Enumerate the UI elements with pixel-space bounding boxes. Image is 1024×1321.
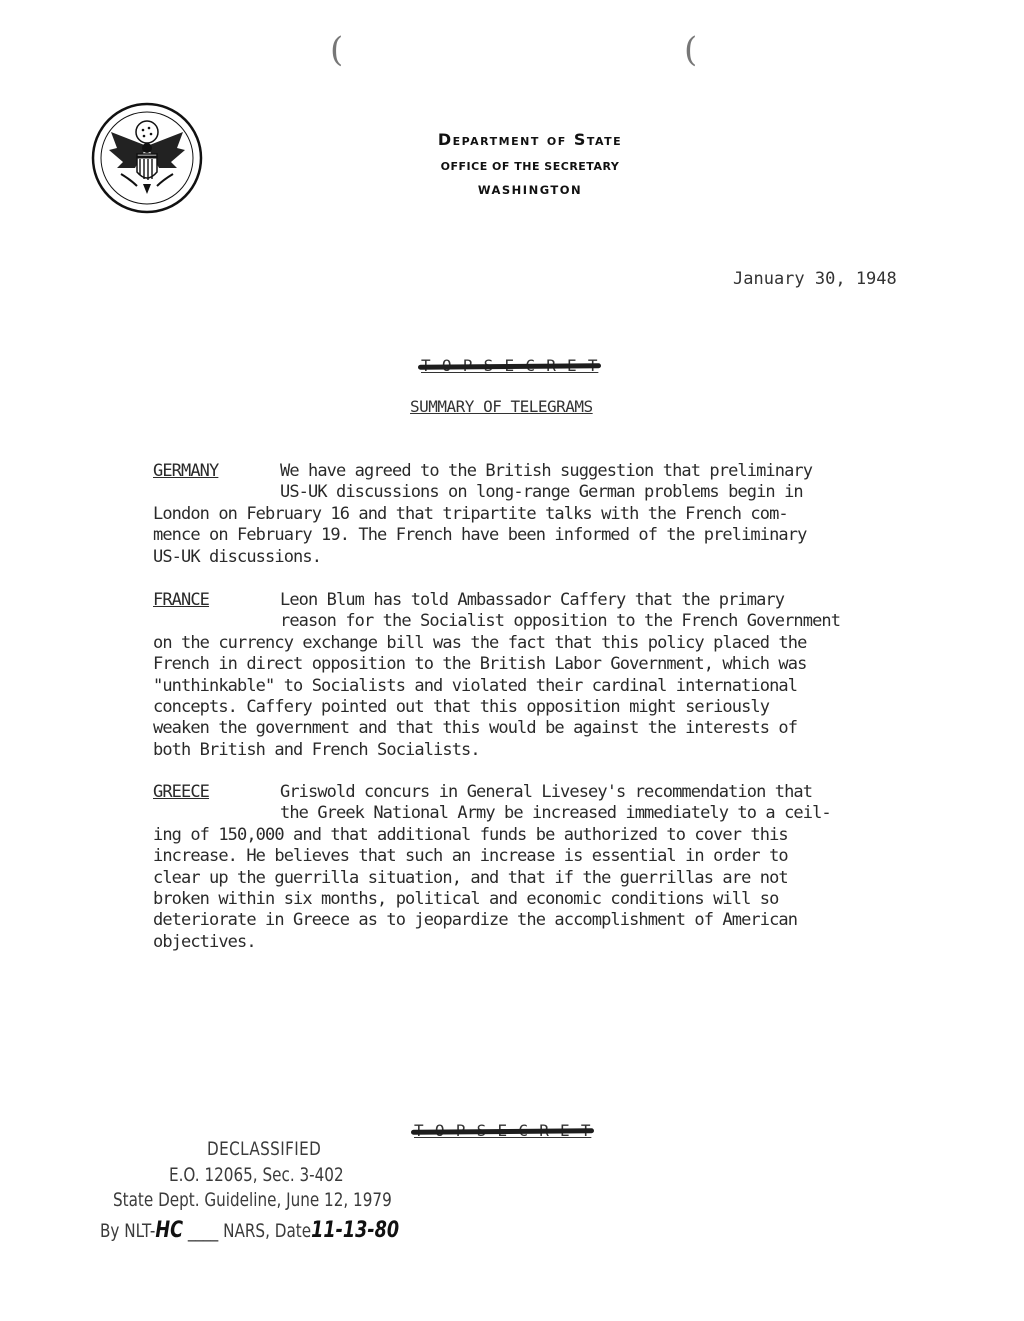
section-line (153, 482, 943, 503)
section-first-line (153, 461, 943, 482)
stamp-nars-label: NARS, Date (223, 1220, 312, 1242)
stamp-order: E.O. 12065, Sec. 3-402 (169, 1164, 344, 1186)
section-line: clear up the guerrilla situation, and that if the guerrillas are not (153, 867, 788, 888)
stamp-by-label: By NLT- (100, 1220, 156, 1242)
section-line: weaken the government and that this would be against the interests of (153, 718, 798, 739)
section-line: both British and French Socialists. (153, 739, 480, 760)
section-line: increase. He believes that such an increase is essential in order to (153, 846, 788, 867)
stamp-date: 11-13-80 (311, 1218, 400, 1243)
document-title: SUMMARY OF TELEGRAMS (410, 397, 593, 416)
section-line: mence on February 19. The French have been informed of the preliminary (153, 525, 807, 546)
office-name: OFFICE OF THE SECRETARY (440, 160, 620, 173)
section-line: London on February 16 and that tripartite talks with the French com- (153, 503, 788, 524)
department-seal (91, 102, 203, 214)
section-line (153, 611, 943, 632)
section-france (153, 590, 943, 761)
section-first-line (153, 590, 943, 611)
document-date: January 30, 1948 (733, 269, 897, 289)
section-text: Griswold concurs in General Livesey's recommendation that (280, 782, 813, 802)
section-germany (153, 461, 943, 568)
classification-bottom (414, 1121, 591, 1140)
section-text: the Greek National Army be increased immediately to a ceil- (280, 803, 831, 824)
section-greece (153, 782, 943, 953)
section-line: US-UK discussions. (153, 546, 322, 567)
stamp-by-line: By NLT-HC ____ NARS, Date11-13-80 (100, 1218, 400, 1243)
city-name: WASHINGTON (477, 183, 583, 197)
section-heading: FRANCE (153, 590, 210, 610)
letterhead (330, 130, 730, 197)
section-line: deteriorate in Greece as to jeopardize the accomplishment of American (153, 910, 798, 931)
section-line (153, 803, 943, 824)
section-line: broken within six months, political and economic conditions will so (153, 889, 779, 910)
stamp-initials: HC (155, 1218, 184, 1243)
section-line: on the currency exchange bill was the fact that this policy placed the (153, 632, 807, 653)
section-heading: GERMANY (153, 461, 219, 481)
section-text: Leon Blum has told Ambassador Caffery that the primary (280, 590, 785, 610)
section-text: US-UK discussions on long-range German problems begin in (280, 482, 803, 503)
section-text: reason for the Socialist opposition to the French Government (280, 611, 841, 632)
section-line: concepts. Caffery pointed out that this opposition might seriously (153, 697, 770, 718)
stamp-guideline: State Dept. Guideline, June 12, 1979 (113, 1189, 392, 1211)
section-line: French in direct opposition to the British Labor Government, which was (153, 654, 807, 675)
section-text: We have agreed to the British suggestion that preliminary (280, 461, 813, 481)
section-line: objectives. (153, 931, 256, 952)
section-line: "unthinkable" to Socialists and violated their cardinal international (153, 675, 798, 696)
stamp-heading: DECLASSIFIED (207, 1138, 322, 1160)
section-heading: GREECE (153, 782, 210, 802)
section-line: ing of 150,000 and that additional funds be authorized to cover this (153, 824, 788, 845)
margin-mark-right: ( (684, 30, 698, 70)
margin-mark-left: ( (330, 30, 344, 70)
department-name: Department of State (437, 130, 623, 149)
classification-top (421, 356, 598, 375)
section-first-line (153, 782, 943, 803)
